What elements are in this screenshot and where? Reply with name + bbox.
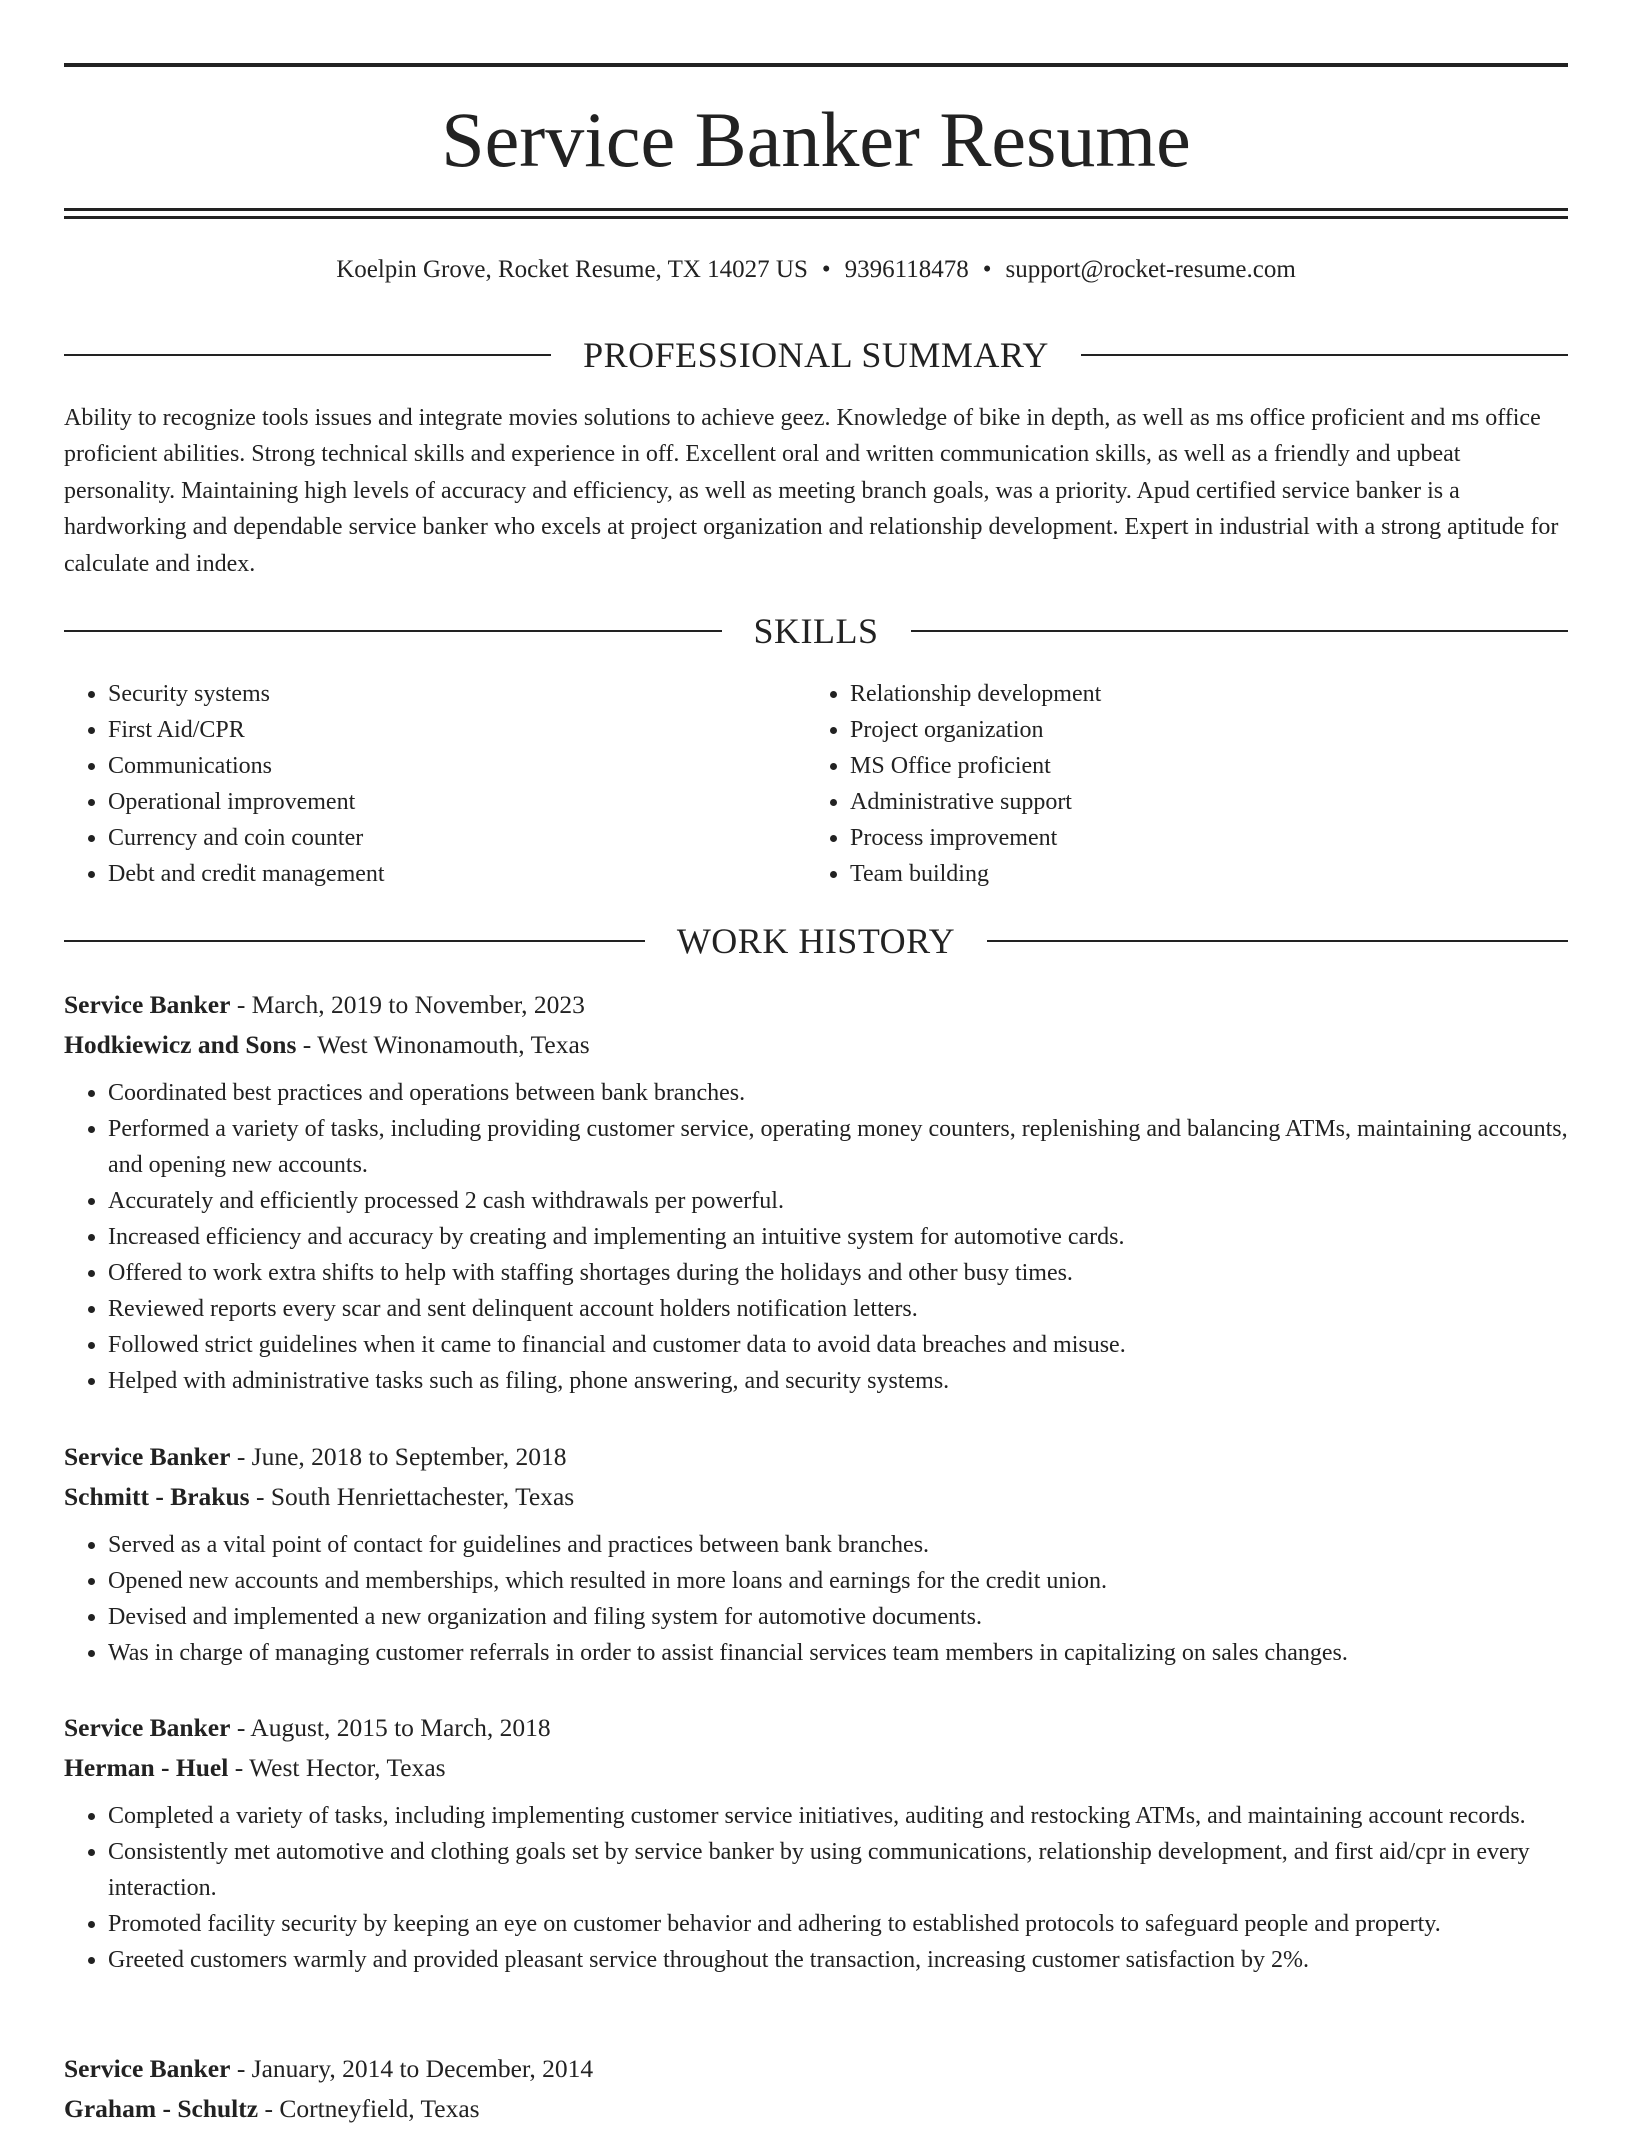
job-location: - West Winonamouth, Texas bbox=[296, 1030, 590, 1059]
skills-list bbox=[64, 676, 1568, 892]
contact-email: support@rocket-resume.com bbox=[1005, 256, 1296, 283]
heading-rule bbox=[987, 940, 1568, 942]
skills-column-right bbox=[806, 676, 1548, 892]
heading-rule bbox=[64, 940, 645, 942]
contact-address: Koelpin Grove, Rocket Resume, TX 14027 US bbox=[336, 256, 808, 283]
job-bullet: • Offered to work extra shifts to help with staffing shortages during the holidays and other busy times. bbox=[108, 1255, 1568, 1291]
skill-item: • Relationship development bbox=[850, 676, 1548, 712]
skill-item: • Operational improvement bbox=[108, 784, 806, 820]
skill-item: • Communications bbox=[108, 748, 806, 784]
heading-rule bbox=[64, 354, 551, 356]
skill-item: • Security systems bbox=[108, 676, 806, 712]
job-bullets bbox=[64, 1527, 1568, 1671]
contact-line bbox=[64, 254, 1568, 286]
work-heading-label: WORK HISTORY bbox=[676, 921, 956, 961]
job-entry bbox=[64, 2049, 1568, 2129]
skill-item: • Project organization bbox=[850, 712, 1548, 748]
job-bullet: • Promoted facility security by keeping an eye on customer behavior and adhering to established protocols to safeguard people and property. bbox=[108, 1906, 1568, 1942]
skills-heading-label: SKILLS bbox=[753, 611, 879, 651]
job-bullet: • Greeted customers warmly and provided pleasant service throughout the transaction, increasing customer satisfaction by 2%. bbox=[108, 1942, 1568, 1978]
job-employer-line bbox=[64, 1748, 1568, 1788]
job-title-line bbox=[64, 1708, 1568, 1748]
summary-text: Ability to recognize tools issues and integrate movies solutions to achieve geez. Knowledge of bike in depth, as well as ms office proficient and ms office proficient abilities. Strong technical skills and experience in off. Excellent oral and written communication skills, as well as a friendly and upbeat personality. Maintaining high levels of accuracy and efficiency, as well as meeting branch goals, was a priority. Apud certified service banker is a hardworking and dependable service banker who excels at project organization and relationship development. Expert in industrial with a strong aptitude for calculate and index. bbox=[64, 405, 1559, 577]
job-title: Service Banker bbox=[64, 1713, 231, 1742]
job-bullets bbox=[64, 1798, 1568, 1978]
job-employer-line bbox=[64, 2089, 1568, 2129]
job-dates: - June, 2018 to September, 2018 bbox=[230, 1442, 567, 1471]
heading-rule bbox=[1081, 354, 1568, 356]
job-employer-line bbox=[64, 1477, 1568, 1517]
job-bullet: • Devised and implemented a new organization and filing system for automotive documents. bbox=[108, 1599, 1568, 1635]
job-entry bbox=[64, 1437, 1568, 1671]
job-bullet: • Helped with administrative tasks such as filing, phone answering, and security systems. bbox=[108, 1363, 1568, 1399]
job-title-line bbox=[64, 2049, 1568, 2089]
heading-rule bbox=[911, 630, 1569, 632]
job-bullet: • Opened new accounts and memberships, which resulted in more loans and earnings for the credit union. bbox=[108, 1563, 1568, 1599]
job-title: Service Banker bbox=[64, 2054, 231, 2083]
job-title: Service Banker bbox=[64, 1442, 231, 1471]
job-bullet: • Accurately and efficiently processed 2 cash withdrawals per powerful. bbox=[108, 1183, 1568, 1219]
job-dates: - March, 2019 to November, 2023 bbox=[230, 990, 585, 1019]
contact-phone: 9396118478 bbox=[844, 256, 969, 283]
skill-item: • Currency and coin counter bbox=[108, 820, 806, 856]
job-bullet: • Reviewed reports every scar and sent delinquent account holders notification letters. bbox=[108, 1291, 1568, 1327]
job-title-line bbox=[64, 985, 1568, 1025]
contact-separator: • bbox=[982, 256, 992, 283]
job-bullet: • Coordinated best practices and operations between bank branches. bbox=[108, 1075, 1568, 1111]
job-bullets bbox=[64, 1075, 1568, 1399]
summary-heading bbox=[64, 333, 1568, 377]
job-employer: Hodkiewicz and Sons bbox=[64, 1030, 297, 1059]
skill-item: • Process improvement bbox=[850, 820, 1548, 856]
skills-column-left bbox=[64, 676, 806, 892]
job-bullet: • Served as a vital point of contact for guidelines and practices between bank branches. bbox=[108, 1527, 1568, 1563]
job-bullet: • Performed a variety of tasks, including providing customer service, operating money counters, replenishing and balancing ATMs, maintaining accounts, and opening new accounts. bbox=[108, 1111, 1568, 1183]
skill-item: • Administrative support bbox=[850, 784, 1548, 820]
job-location: - South Henriettachester, Texas bbox=[249, 1482, 575, 1511]
job-employer: Schmitt - Brakus bbox=[64, 1482, 250, 1511]
job-employer: Graham - Schultz bbox=[64, 2094, 259, 2123]
job-bullet: • Completed a variety of tasks, including implementing customer service initiatives, auditing and restocking ATMs, and maintaining account records. bbox=[108, 1798, 1568, 1834]
skill-item: • MS Office proficient bbox=[850, 748, 1548, 784]
job-bullet: • Was in charge of managing customer referrals in order to assist financial services team members in capitalizing on sales changes. bbox=[108, 1635, 1568, 1671]
heading-rule bbox=[64, 630, 722, 632]
job-entry bbox=[64, 1708, 1568, 1978]
skill-item: • Debt and credit management bbox=[108, 856, 806, 892]
resume-title: Service Banker Resume bbox=[441, 96, 1191, 183]
job-title-line bbox=[64, 1437, 1568, 1477]
skills-heading bbox=[64, 609, 1568, 653]
job-dates: - January, 2014 to December, 2014 bbox=[230, 2054, 594, 2083]
contact-separator: • bbox=[821, 256, 831, 283]
job-entry bbox=[64, 985, 1568, 1399]
job-employer-line bbox=[64, 1025, 1568, 1065]
top-rule bbox=[64, 63, 1568, 67]
skill-item: • Team building bbox=[850, 856, 1548, 892]
title-double-rule bbox=[64, 208, 1568, 219]
job-bullet: • Followed strict guidelines when it came to financial and customer data to avoid data breaches and misuse. bbox=[108, 1327, 1568, 1363]
job-dates: - August, 2015 to March, 2018 bbox=[230, 1713, 551, 1742]
job-employer: Herman - Huel bbox=[64, 1753, 229, 1782]
job-location: - Cortneyfield, Texas bbox=[258, 2094, 480, 2123]
job-location: - West Hector, Texas bbox=[228, 1753, 446, 1782]
job-bullet: • Increased efficiency and accuracy by creating and implementing an intuitive system for automotive cards. bbox=[108, 1219, 1568, 1255]
job-title: Service Banker bbox=[64, 990, 231, 1019]
job-bullet: • Consistently met automotive and clothing goals set by service banker by using communications, relationship development, and first aid/cpr in every interaction. bbox=[108, 1834, 1568, 1906]
summary-heading-label: PROFESSIONAL SUMMARY bbox=[583, 335, 1049, 375]
skill-item: • First Aid/CPR bbox=[108, 712, 806, 748]
work-heading bbox=[64, 919, 1568, 963]
